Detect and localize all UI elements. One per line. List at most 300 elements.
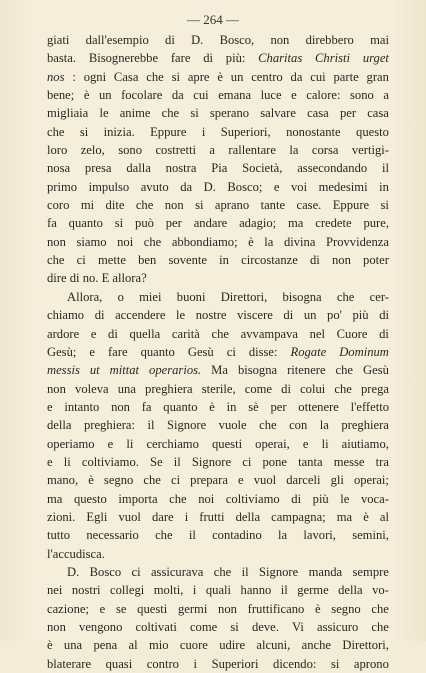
word: quali	[205, 583, 232, 598]
word: la	[289, 143, 299, 158]
word: anche	[301, 638, 332, 653]
word: cuore	[179, 638, 208, 653]
word: vuole	[218, 418, 247, 433]
word: preghiera	[145, 381, 193, 396]
word: case.	[296, 198, 322, 213]
word: più	[312, 491, 329, 506]
word: dalla	[126, 161, 151, 176]
word: colui	[300, 381, 326, 396]
word: si	[79, 124, 89, 139]
word: vertigi-	[351, 143, 389, 158]
word: nel	[309, 326, 326, 341]
word: sono	[350, 88, 374, 103]
word: direbbero	[305, 33, 354, 47]
word: Pia	[211, 161, 228, 176]
word: ut	[89, 363, 100, 378]
word: non	[331, 253, 351, 268]
text-line	[47, 196, 389, 214]
word: operai,	[255, 436, 290, 451]
word: fare	[170, 51, 191, 66]
word: disse:	[248, 344, 278, 359]
word: fa	[47, 216, 57, 231]
word: ci	[242, 454, 252, 469]
word: o	[117, 289, 124, 304]
word: emana	[218, 88, 252, 103]
word: l'accudisca.	[47, 546, 105, 561]
word: Dominum	[339, 344, 389, 359]
word: questo	[356, 124, 389, 139]
word: corsa	[311, 143, 339, 158]
word: coltivati	[135, 620, 177, 634]
word: della	[235, 509, 261, 524]
word: aprono	[353, 656, 389, 671]
word: loro	[47, 143, 68, 158]
word: Gesù	[363, 363, 389, 378]
word: Bosco	[89, 564, 122, 579]
word: focolare	[121, 88, 163, 103]
word: di	[379, 326, 389, 341]
text-line	[47, 398, 389, 416]
word: messe	[333, 454, 365, 469]
word: buoni	[176, 289, 206, 304]
text-line	[47, 68, 389, 86]
word: aprano	[214, 198, 250, 213]
word: ma	[47, 491, 63, 506]
word: molti,	[153, 583, 184, 598]
word: e	[302, 436, 309, 451]
word: mano,	[47, 473, 79, 488]
word: vuol	[253, 473, 277, 488]
word: le	[176, 308, 186, 323]
word: migliaia	[47, 106, 89, 121]
word: ci	[226, 344, 236, 359]
word: questi	[211, 436, 243, 451]
text-line	[47, 178, 389, 196]
word: mio	[148, 638, 169, 653]
word: tra	[375, 454, 389, 469]
word: Eppure	[332, 198, 370, 213]
text-line	[47, 545, 389, 563]
word: i	[184, 509, 189, 524]
word: si	[195, 198, 204, 213]
word: si	[114, 216, 124, 231]
word: Se	[150, 454, 163, 469]
word: che	[371, 620, 389, 634]
word: che	[211, 326, 229, 341]
word: importa	[118, 491, 158, 506]
word: ottenere	[298, 399, 339, 414]
word: segno	[331, 601, 361, 616]
word: che	[47, 253, 65, 268]
word: casa	[307, 106, 329, 121]
word: no.	[82, 271, 102, 286]
word: li	[63, 454, 71, 469]
word: i	[192, 583, 197, 598]
word: al	[128, 638, 138, 653]
word: mittat	[109, 363, 140, 378]
word: di	[203, 51, 213, 66]
word: ritenere	[287, 363, 326, 378]
word: Signore	[166, 418, 207, 433]
text-line	[47, 86, 389, 104]
word: ogni	[83, 69, 107, 84]
word: è	[47, 638, 53, 653]
page-number: — 264 —	[187, 12, 239, 27]
word: tanta	[298, 454, 323, 469]
word: Vi	[292, 620, 304, 634]
word: allora?	[112, 271, 147, 286]
word: di	[108, 326, 118, 341]
text-line	[47, 233, 389, 251]
word: semini,	[352, 528, 389, 543]
text-line	[47, 490, 389, 508]
word: preghiera	[341, 418, 389, 433]
word: a	[209, 143, 216, 158]
word: non	[218, 601, 237, 616]
word: pone	[262, 454, 287, 469]
word: per	[165, 216, 182, 231]
text-line	[47, 214, 389, 232]
word: l'effetto	[350, 399, 389, 414]
word: collegi	[109, 583, 145, 598]
text-line	[47, 435, 389, 453]
word: e	[99, 601, 106, 616]
word: è	[88, 473, 94, 488]
word: germi	[177, 601, 208, 616]
word: basta.	[47, 51, 77, 66]
word: con	[289, 418, 308, 433]
word: nostri	[71, 583, 101, 598]
word: da	[171, 88, 184, 103]
word: Bisognerebbe	[88, 51, 159, 66]
word: Casa	[113, 69, 139, 84]
word: avvampava	[240, 326, 298, 341]
word: cer-	[369, 289, 389, 304]
word: medesimi	[318, 179, 368, 194]
word: per	[270, 399, 287, 414]
word: sempre	[352, 564, 389, 579]
word: i	[201, 124, 206, 139]
word: voi	[291, 179, 308, 194]
word: Rogate	[290, 344, 327, 359]
word: non	[270, 33, 290, 47]
word: Provvidenza	[326, 234, 389, 249]
word: coro	[47, 198, 70, 213]
word: che	[161, 106, 180, 121]
word: e	[238, 473, 244, 488]
word: circostanze	[241, 253, 298, 268]
text-line	[47, 600, 389, 618]
word: come	[189, 620, 218, 634]
word: operiamo	[47, 436, 95, 451]
word: cerchiamo	[146, 436, 199, 451]
word: che	[213, 564, 232, 579]
text-line	[47, 159, 389, 177]
word: accendere	[115, 308, 166, 323]
word: la	[264, 234, 274, 249]
word: calore:	[306, 88, 341, 103]
word: fare	[107, 344, 128, 359]
word: lavori,	[303, 528, 336, 543]
word: un	[230, 69, 244, 84]
word: siamo	[76, 234, 107, 249]
word: hanno	[240, 583, 272, 598]
word: che	[155, 528, 173, 543]
word: è	[315, 601, 321, 616]
word: manda	[308, 564, 343, 579]
word: casa	[367, 106, 389, 121]
word: sterile,	[201, 381, 236, 396]
word: costretti	[155, 143, 197, 158]
word: Signore	[191, 454, 232, 469]
word: dire	[47, 271, 70, 286]
word: Christi	[315, 51, 351, 66]
word: la	[278, 528, 288, 543]
word: contro	[146, 656, 179, 671]
word: quanto	[163, 399, 198, 414]
word: credete	[315, 216, 352, 231]
word: di	[165, 33, 175, 47]
text-line	[47, 288, 389, 306]
word: sovente	[168, 253, 207, 268]
word: E	[101, 271, 113, 286]
text-line	[47, 31, 389, 49]
word: il	[241, 564, 249, 579]
word: sono	[118, 143, 143, 158]
word: dite	[105, 198, 125, 213]
word: non	[47, 234, 66, 249]
word: nonostante	[286, 124, 341, 139]
word: in	[226, 399, 237, 414]
word: contadino	[212, 528, 262, 543]
word: dare	[151, 509, 174, 524]
word: mette	[97, 253, 126, 268]
word: di	[379, 308, 389, 323]
word: può	[135, 216, 154, 231]
word: questi	[137, 601, 168, 616]
word: Gesù	[187, 344, 214, 359]
text-line	[47, 123, 389, 141]
word: centro	[251, 69, 283, 84]
word: primo	[47, 179, 78, 194]
word: prega	[361, 381, 389, 396]
word: è	[217, 69, 223, 84]
word: assicurava	[150, 564, 204, 579]
text-line	[47, 563, 389, 581]
text-line	[47, 508, 389, 526]
word: che	[143, 473, 161, 488]
word: rallentare	[228, 143, 276, 158]
word: alcuni,	[256, 638, 291, 653]
word: D.	[67, 564, 80, 579]
word: pena	[93, 638, 118, 653]
word: la	[319, 418, 329, 433]
word: e	[291, 88, 297, 103]
word: che	[143, 234, 162, 249]
word: inizia.	[103, 124, 135, 139]
word: aiutiamo,	[341, 436, 389, 451]
word: di	[283, 308, 294, 323]
word: quanto	[68, 216, 103, 231]
word: che	[47, 124, 65, 139]
word: vuol	[118, 509, 141, 524]
word: di	[309, 253, 320, 268]
word: Bosco,	[219, 33, 255, 47]
word: operarios.	[149, 363, 202, 378]
word: Egli	[86, 509, 108, 524]
word: intanto	[64, 399, 100, 414]
word: che	[259, 418, 277, 433]
word: si	[190, 106, 199, 121]
word: fruttificano	[247, 601, 305, 616]
word: noi	[198, 491, 215, 506]
word: quanto	[140, 344, 175, 359]
word: Ma	[211, 363, 228, 378]
word: dicendo:	[273, 656, 317, 671]
word: salvare	[260, 106, 296, 121]
word: non	[164, 198, 184, 213]
word: e	[90, 326, 97, 341]
word: un	[98, 88, 112, 103]
text-line	[47, 471, 389, 489]
word: coltiviamo	[225, 491, 280, 506]
word: si	[330, 656, 340, 671]
text-line	[47, 269, 389, 287]
word: poter	[363, 253, 389, 268]
word: dall'esempio	[85, 33, 149, 47]
word: più	[352, 308, 369, 323]
word: giati	[47, 33, 70, 47]
word: andare	[193, 216, 228, 231]
text-line	[47, 416, 389, 434]
word: che	[146, 69, 164, 84]
word: che	[334, 381, 352, 396]
word: sperano	[209, 106, 250, 121]
word: li	[126, 436, 134, 451]
word: tante	[260, 198, 286, 213]
word: carità	[171, 326, 200, 341]
word: assicuro	[316, 620, 359, 634]
word: bisogna	[282, 289, 322, 304]
word: Superiori,	[220, 124, 271, 139]
word: che	[335, 363, 354, 378]
word: presa	[84, 161, 112, 176]
word: zelo,	[80, 143, 105, 158]
word: è	[209, 399, 215, 414]
word: e	[89, 344, 95, 359]
word: po'	[327, 308, 342, 323]
word: blaterare	[47, 656, 92, 671]
word: cui	[193, 88, 209, 103]
word: parte	[333, 69, 359, 84]
word: ci	[76, 253, 86, 268]
word: vo-	[372, 583, 389, 598]
word: voleva	[75, 381, 109, 396]
word: Charitas	[258, 51, 303, 66]
text-line	[47, 636, 389, 654]
word: al	[379, 509, 389, 524]
word: germe	[297, 583, 329, 598]
word: a	[383, 88, 389, 103]
word: chiamo	[47, 308, 85, 323]
word: è	[248, 234, 254, 249]
word: segno	[103, 473, 134, 488]
word: ci	[131, 564, 141, 579]
word: apre	[187, 69, 210, 84]
word: non	[47, 620, 66, 634]
word: ci	[170, 473, 181, 488]
word: il	[147, 418, 155, 433]
word: si	[171, 69, 180, 84]
word: ma	[288, 216, 304, 231]
word: Gesù;	[47, 344, 77, 359]
word: abbondiamo;	[171, 234, 238, 249]
word: deve.	[251, 620, 279, 634]
text-line	[47, 453, 389, 471]
word: il	[280, 583, 288, 598]
word: in	[219, 253, 229, 268]
word: ma	[336, 509, 353, 524]
word: nostre	[195, 308, 227, 323]
word: il	[382, 161, 389, 176]
word: tutto	[47, 528, 71, 543]
word: che	[135, 198, 154, 213]
word: una	[117, 381, 136, 396]
text-line	[47, 104, 389, 122]
word: zioni.	[47, 509, 76, 524]
word: bisogna	[237, 363, 278, 378]
word: quasi	[105, 656, 133, 671]
text-line	[47, 618, 389, 636]
word: Eppure	[150, 124, 187, 139]
word: i	[193, 656, 198, 671]
word: nos	[47, 69, 65, 84]
word: Società,	[242, 161, 283, 176]
text-line	[47, 325, 389, 343]
word: Signore	[259, 564, 299, 579]
word: vengono	[79, 620, 123, 634]
word: che	[169, 491, 187, 506]
word: una	[63, 638, 83, 653]
word: della	[47, 418, 72, 433]
text-line	[47, 251, 389, 269]
word: urget	[362, 51, 389, 66]
word: sè	[248, 399, 259, 414]
word: un	[303, 308, 317, 323]
text-line	[47, 361, 389, 379]
word: e	[273, 179, 280, 194]
word: il	[173, 454, 181, 469]
word: si	[380, 198, 389, 213]
word: mi	[80, 198, 95, 213]
word: Direttori,	[220, 289, 268, 304]
word: per	[339, 106, 357, 121]
word: di	[281, 381, 291, 396]
word: che	[336, 289, 355, 304]
text-line	[47, 306, 389, 324]
word: adagio;	[239, 216, 277, 231]
word: e	[107, 436, 114, 451]
word: ben	[138, 253, 157, 268]
word: divina	[283, 234, 316, 249]
word: voca-	[360, 491, 389, 506]
word: viscere	[237, 308, 273, 323]
word: noi	[117, 234, 134, 249]
text-line	[47, 526, 389, 544]
text-line	[47, 141, 389, 159]
word: di	[291, 491, 302, 506]
word: necessario	[86, 528, 139, 543]
